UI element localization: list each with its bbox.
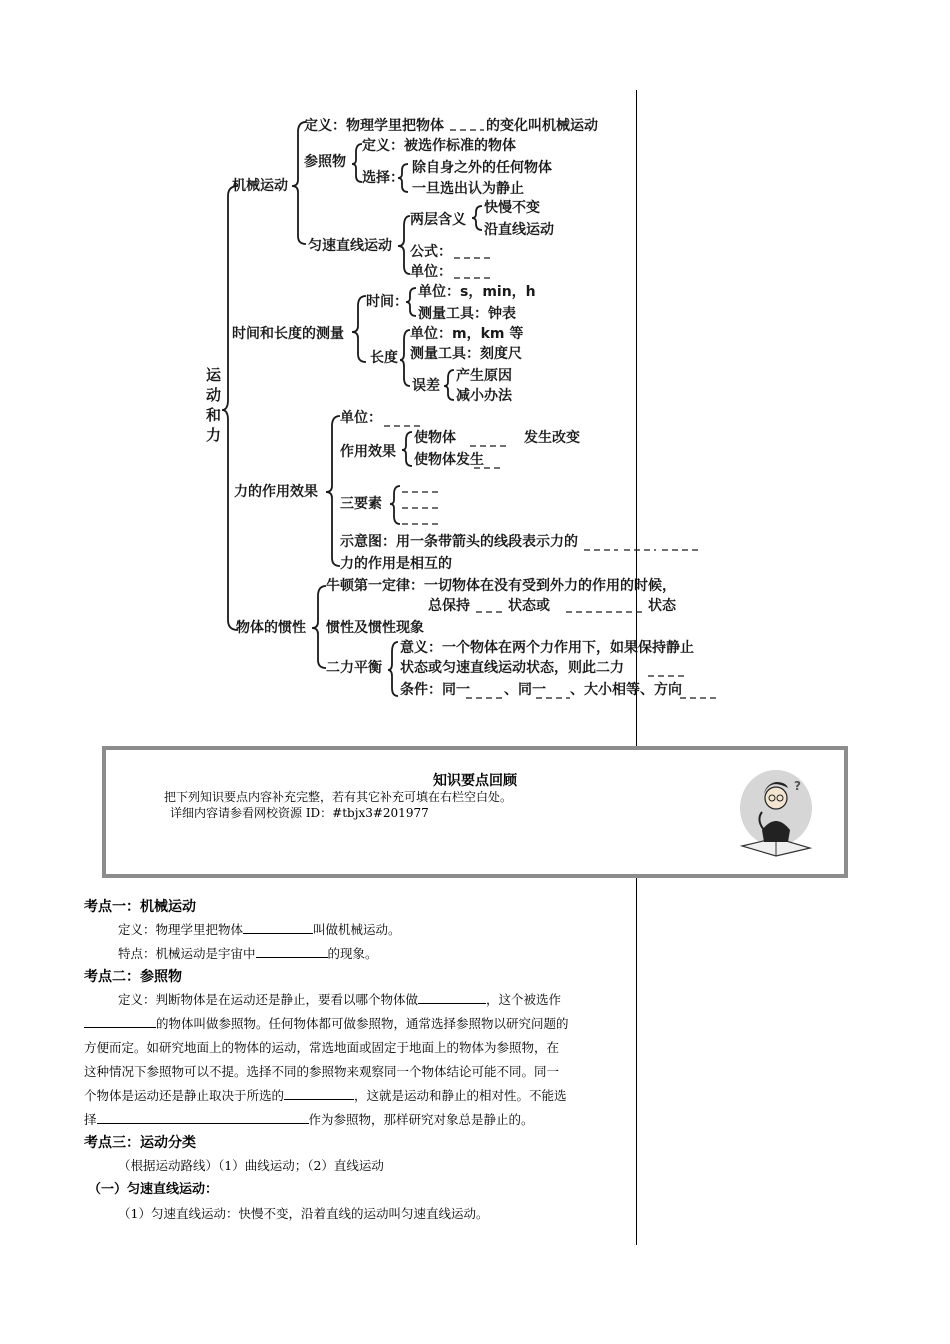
svg-text:意义：一个物体在两个力作用下，如果保持静止: 意义：一个物体在两个力作用下，如果保持静止: [400, 640, 694, 656]
svg-text:状态: 状态: [648, 598, 676, 614]
svg-text:使物体发生: 使物体发生: [414, 452, 484, 468]
fill-blank[interactable]: [84, 1015, 156, 1028]
svg-text:、同一: 、同一: [504, 682, 546, 698]
mindmap-branch-mechanical-motion: 机械运动: [232, 178, 288, 194]
svg-text:除自身之外的任何物体: 除自身之外的任何物体: [412, 160, 552, 176]
svg-text:牛顿第一定律：一切物体在没有受到外力的作用的时候，: 牛顿第一定律：一切物体在没有受到外力的作用的时候，: [326, 578, 676, 594]
svg-text:状态或: 状态或: [508, 598, 550, 614]
svg-text:单位：s，min，h: 单位：s，min，h: [418, 284, 536, 300]
mindmap-branch-inertia: 物体的惯性: [236, 620, 306, 636]
review-title: 知识要点回顾: [433, 773, 517, 789]
review-resource-id: 详细内容请参看网校资源 ID：#tbjx3#201977: [170, 806, 429, 820]
lesson-content: 考点一：机械运动 定义：物理学里把物体 叫做机械运动。 特点：机械运动是宇宙中 的现象。 考点二：参照物 定义：判断物体是在运动还是静止，要看以哪个物体做 ，这个被选作 的物体叫做参照物。任何物体都可做参照物，通常选择参照物以研究问题的 方便而定。如研究地面上的物体的运动，常选地面或固定于地面上的物体为参照物，在 这种情况下参照物可以不提。选择不同的参照物来观察同一个物体结论可能不同。同一 个物体是运动还是静止取决于所选的 ，这就是运动和静止的相对性。不能选 择 作为参照物，那样研究对象总是静止的。 考点三：运动分类 （根据运动路线）（1）曲线运动；（2）直线运动 （一）匀速直线运动： （1）匀速直线运动：快慢不变，沿着直线的运动叫匀速直线运动。: [84, 896, 624, 1226]
svg-text:两层含义: 两层含义: [410, 212, 466, 228]
mindmap-branch-force-effect: 力的作用效果: [234, 484, 318, 500]
svg-text:单位：: 单位：: [340, 410, 382, 426]
svg-text:测量工具：钟表: 测量工具：钟表: [418, 306, 516, 322]
section-3-subheading: （一）匀速直线运动：: [88, 1182, 219, 1197]
fill-blank[interactable]: [256, 945, 328, 958]
svg-text:状态或匀速直线运动状态，则此二力: 状态或匀速直线运动状态，则此二力: [400, 660, 624, 676]
mindmap-root-char-2: 动: [206, 386, 222, 404]
svg-text:力的作用是相互的: 力的作用是相互的: [340, 556, 452, 572]
svg-text:条件：同一: 条件：同一: [400, 682, 470, 698]
section-1-feature: 特点：机械运动是宇宙中 的现象。: [118, 946, 378, 961]
knowledge-review-box: [102, 746, 848, 878]
mindmap-root-char-1: 运: [206, 366, 222, 384]
svg-text:总保持: 总保持: [428, 598, 470, 614]
svg-text:使物体: 使物体: [414, 430, 456, 446]
section-3-title: 考点三：运动分类: [84, 1135, 196, 1151]
svg-text:、大小相等、方向: 、大小相等、方向: [570, 682, 682, 698]
reading-person-icon: [736, 768, 816, 858]
svg-text:定义：物理学里把物体: 定义：物理学里把物体: [304, 118, 444, 134]
mindmap-root-char-4: 力: [206, 426, 222, 444]
section-1-definition: 定义：物理学里把物体 叫做机械运动。: [118, 922, 401, 937]
mindmap-root-char-3: 和: [206, 406, 222, 424]
section-2-title: 考点二：参照物: [84, 969, 182, 985]
section-1-title: 考点一：机械运动: [84, 899, 196, 915]
svg-text:快慢不变: 快慢不变: [484, 200, 540, 216]
svg-text:长度: 长度: [370, 350, 398, 366]
svg-text:惯性及惯性现象: 惯性及惯性现象: [326, 620, 424, 636]
svg-text:误差: 误差: [412, 378, 440, 394]
svg-text:一旦选出认为静止: 一旦选出认为静止: [412, 181, 524, 197]
svg-text:匀速直线运动: 匀速直线运动: [308, 238, 392, 254]
svg-text:的变化叫机械运动: 的变化叫机械运动: [486, 118, 598, 134]
fill-blank[interactable]: [97, 1111, 309, 1124]
svg-text:单位：: 单位：: [410, 264, 452, 280]
svg-text:作用效果: 作用效果: [340, 444, 396, 460]
section-3-subtitle: （根据运动路线）（1）曲线运动；（2）直线运动: [118, 1158, 384, 1173]
svg-text:时间：: 时间：: [366, 294, 408, 310]
svg-text:定义：被选作标准的物体: 定义：被选作标准的物体: [362, 138, 516, 154]
svg-text:三要素: 三要素: [340, 496, 382, 512]
mindmap-branch-measurement: 时间和长度的测量: [232, 326, 344, 342]
svg-text:示意图：用一条带箭头的线段表示力的: 示意图：用一条带箭头的线段表示力的: [340, 534, 578, 550]
fill-blank[interactable]: [284, 1087, 354, 1100]
svg-text:单位：m，km 等: 单位：m，km 等: [410, 326, 524, 342]
svg-text:二力平衡: 二力平衡: [326, 660, 382, 676]
svg-text:参照物: 参照物: [304, 154, 346, 170]
svg-text:沿直线运动: 沿直线运动: [484, 222, 554, 238]
svg-text:产生原因: 产生原因: [456, 368, 512, 384]
svg-text:选择：: 选择：: [362, 170, 404, 186]
section-3-paragraph: （1）匀速直线运动：快慢不变，沿着直线的运动叫匀速直线运动。: [118, 1206, 489, 1221]
svg-text:发生改变: 发生改变: [524, 430, 580, 446]
svg-text:减小办法: 减小办法: [456, 388, 512, 404]
svg-text:公式：: 公式：: [410, 244, 452, 260]
fill-blank[interactable]: [243, 921, 313, 934]
mindmap-root-brace: [222, 186, 238, 630]
fill-blank[interactable]: [418, 991, 486, 1004]
svg-text:测量工具：刻度尺: 测量工具：刻度尺: [410, 346, 522, 362]
svg-text:?: ?: [794, 779, 801, 793]
section-2-paragraph: 定义：判断物体是在运动还是静止，要看以哪个物体做 ，这个被选作: [118, 992, 562, 1007]
review-instruction: 把下列知识要点内容补充完整，若有其它补充可填在右栏空白处。: [164, 790, 513, 804]
